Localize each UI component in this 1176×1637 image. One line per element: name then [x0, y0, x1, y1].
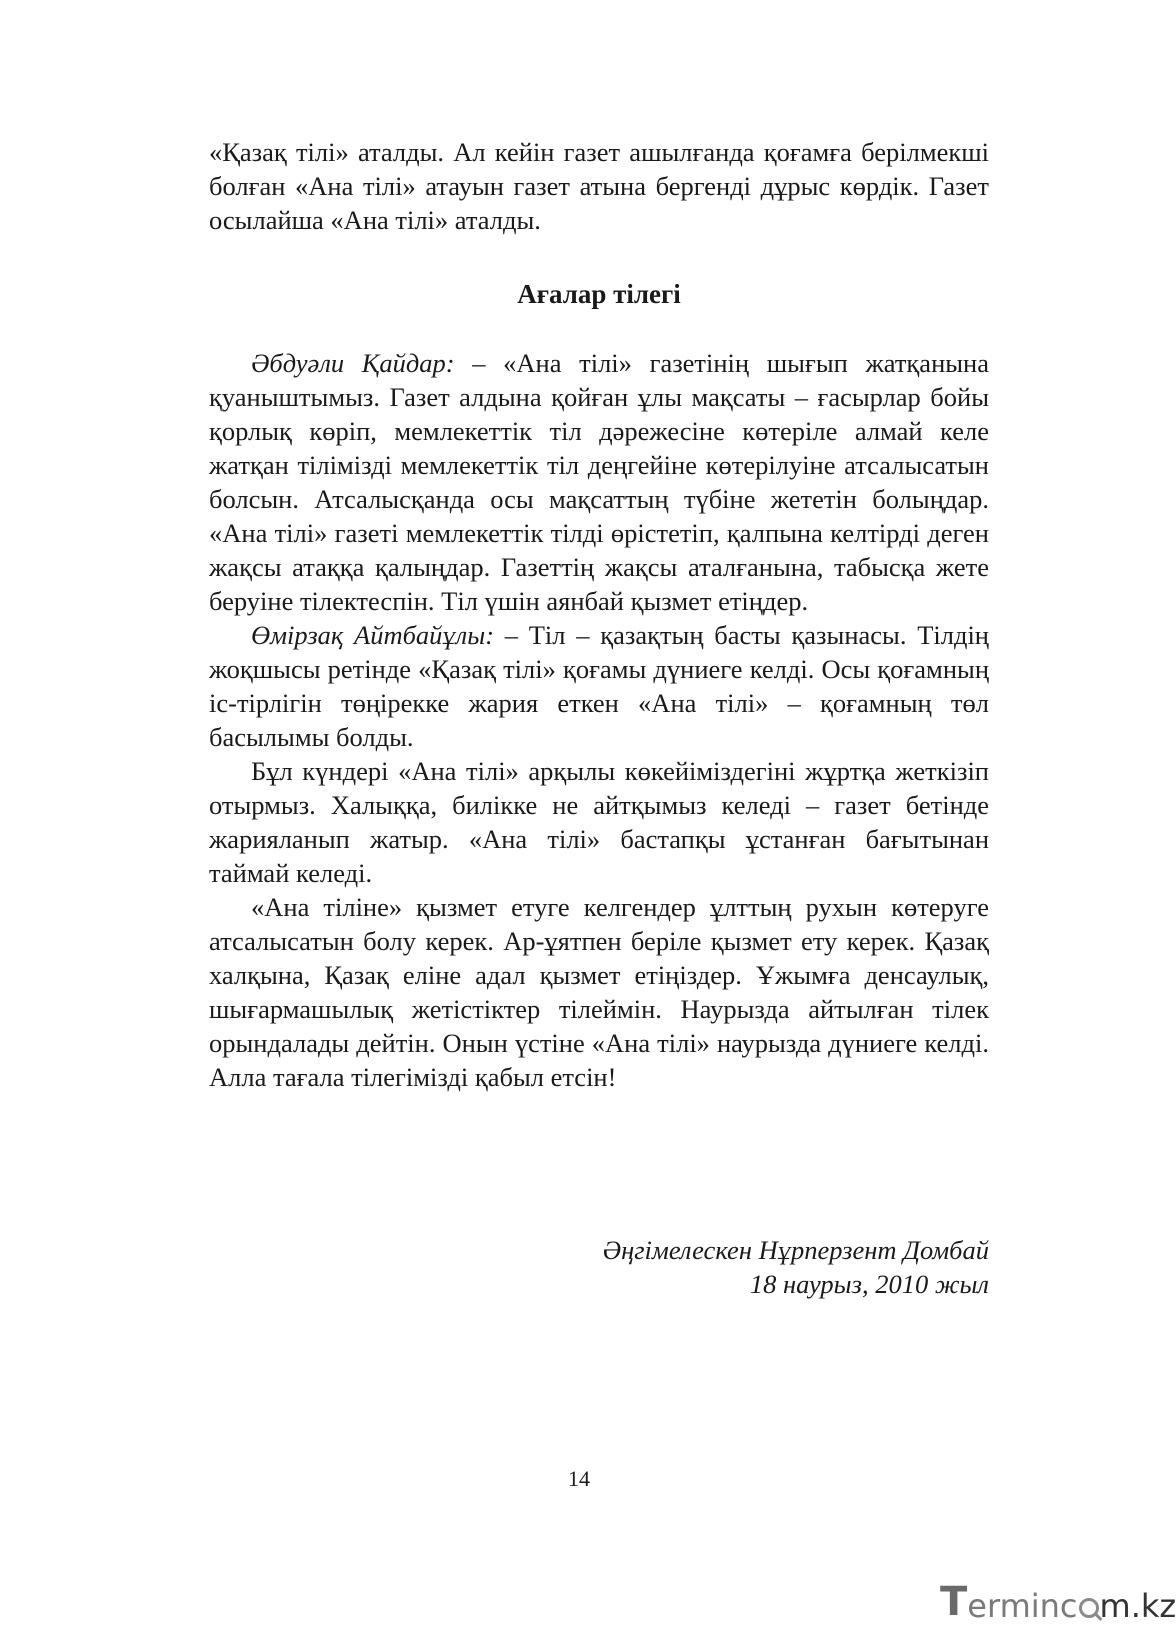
page-number: 14	[568, 1466, 590, 1491]
paragraph-text: – Тіл – қазақтың басты қазынасы. Тілдің жоқшысы ретінде «Қазақ тілі» қоғамы дүниеге келді. Осы қоғамның іс-тірлігін төңірекке жария еткен «Ана тілі» – қоғамның төл басылымы болды.	[209, 620, 989, 752]
intro-paragraph	[209, 135, 989, 237]
speaker-name: Өмірзақ Айтбайұлы:	[251, 620, 495, 650]
paragraph-text: «Ана тіліне» қызмет етуге келгендер ұлттың рухын көтеруге атсалысатын болу керек. Ар-ұятпен беріле қызмет ету керек. Қазақ халқына, Қазақ еліне адал қызмет етіңіздер. Ұжымға денсаулық, шығармашылық жетістіктер тілеймін. Наурызда айтылған тілек орындалады дейтін. Онын үстіне «Ана тілі» наурызда дүниеге келді. Алла тағала тілегімізді қабыл етсін!	[209, 892, 989, 1092]
intro-text: «Қазақ тілі» аталды. Ал кейін газет ашылғанда қоғамға берілмекші болған «Ана тілі» атауын газет атына бергенді дұрыс көрдік. Газет осылайша «Ана тілі» аталды.	[209, 137, 989, 235]
watermark-middle: erminc	[967, 1587, 1078, 1625]
speaker-name: Әбдуәли Қайдар:	[251, 348, 455, 378]
paragraph-text: – «Ана тілі» газетінің шығып жатқанына қуаныштымыз. Газет алдына қойған ұлы мақсаты – ғасырлар бойы қорлық көріп, мемлекеттік тіл дәрежесіне көтеріле алмай келе жатқан тілімізді мемлекеттік тіл деңгейіне көтерілуіне атсалысатын болсын. Атсалысқанда осы мақсаттың түбіне жететін болыңдар. «Ана тілі» газеті мемлекеттік тілді өрістетіп, қалпына келтірді деген жақсы атаққа қалыңдар. Газеттің жақсы аталғанына, табысқа жете беруіне тілектеспін. Тіл үшін аянбай қызмет етіңдер.	[209, 348, 989, 616]
paragraph-text: Бұл күндері «Ана тілі» арқылы көкейіміздегіні жұртқа жеткізіп отырмыз. Халыққа, билікке не айтқымыз келеді – газет бетінде жарияланып жатыр. «Ана тілі» бастапқы ұстанған бағытынан таймай келеді.	[209, 756, 989, 888]
section-heading: Ағалар тілегі	[517, 279, 681, 309]
paragraph-2	[209, 618, 989, 754]
signature-author: Әңгімелескен Нұрперзент Домбай	[602, 1235, 989, 1265]
interview-body	[209, 346, 989, 1094]
watermark-lead: T	[940, 1579, 968, 1625]
site-watermark	[940, 1579, 1176, 1625]
signature-date: 18 наурыз, 2010 жыл	[749, 1269, 989, 1299]
signature-block	[209, 1233, 989, 1301]
watermark-tail: m.kz	[1099, 1587, 1176, 1625]
magnifier-icon	[1079, 1598, 1099, 1618]
paragraph-4	[209, 890, 989, 1094]
paragraph-1	[209, 346, 989, 618]
paragraph-3	[209, 754, 989, 890]
